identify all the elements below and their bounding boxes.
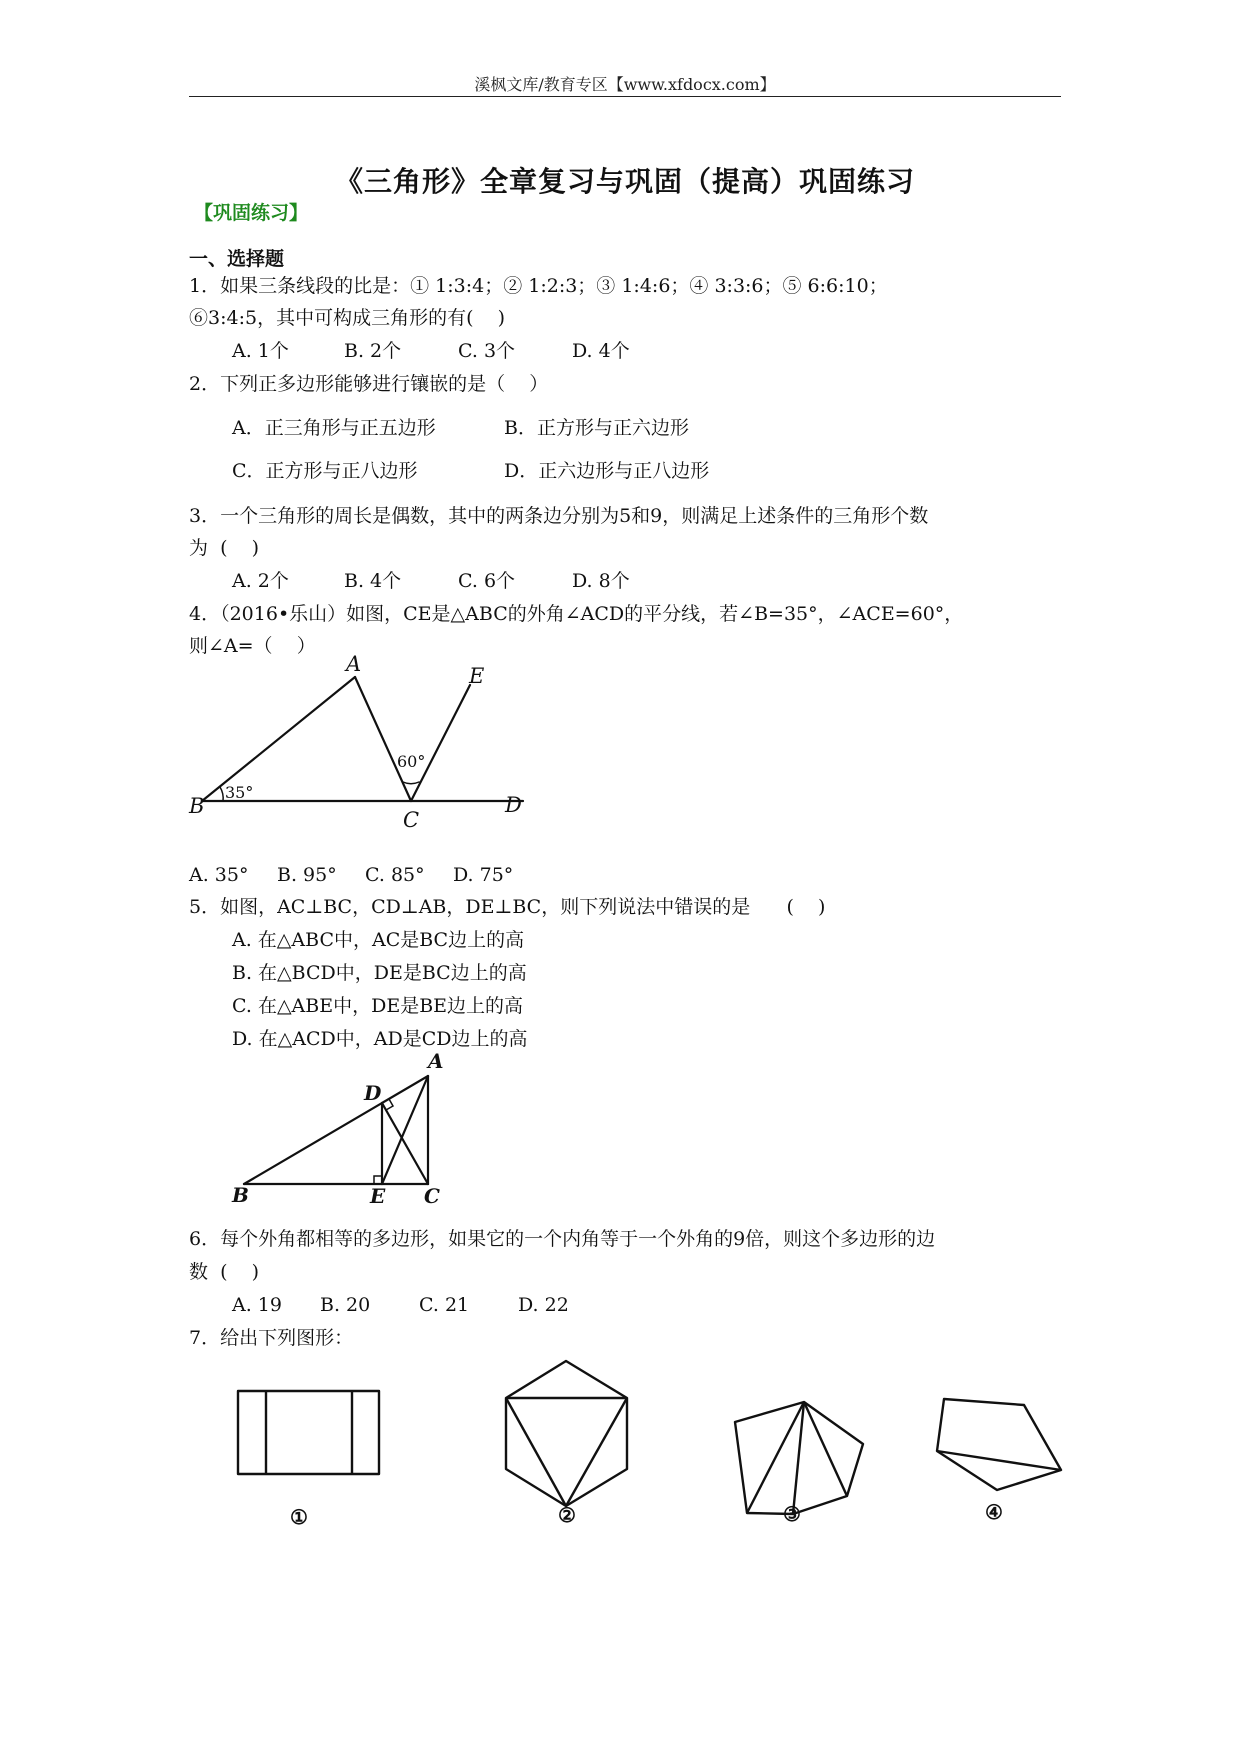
q1-option-d: D. 4个 [572, 340, 630, 362]
q4-angle-b-label: 35° [225, 783, 254, 802]
q4-option-b: B. 95° [277, 864, 337, 886]
q3-option-b: B. 4个 [344, 570, 402, 592]
q5-option-d: D. 在△ACD中，AD是CD边上的高 [232, 1028, 528, 1050]
q3-option-d: D. 8个 [572, 570, 630, 592]
q4-label-e: E [469, 664, 485, 688]
header-rule [189, 96, 1061, 97]
angle-b-arc [220, 787, 223, 801]
section-tag: 【巩固练习】 [194, 202, 309, 224]
page-header: 溪枫文库/教育专区【www.xfdocx.com】 [474, 75, 776, 94]
q6-option-c: C. 21 [419, 1294, 470, 1316]
q4-option-d: D. 75° [453, 864, 514, 886]
q6-option-d: D. 22 [518, 1294, 569, 1316]
q6-line-2: 数 ( ) [189, 1261, 260, 1283]
q5-label-c: C [424, 1184, 440, 1205]
q4-figure [185, 655, 535, 830]
q5-label-d: D [364, 1081, 382, 1105]
q4-label-d: D [505, 793, 522, 817]
q3-line-1: 3．一个三角形的周长是偶数，其中的两条边分别为5和9，则满足上述条件的三角形个数 [189, 505, 929, 527]
q5-option-b: B. 在△BCD中，DE是BC边上的高 [232, 962, 527, 984]
q2-option-b: B．正方形与正六边形 [504, 417, 689, 439]
ray-ce [411, 685, 470, 801]
segment-dc [382, 1103, 428, 1184]
q3-option-a: A. 2个 [232, 570, 289, 592]
q7-caption-4: ④ [985, 1500, 1003, 1524]
q4-option-a: A. 35° [189, 864, 249, 886]
q1-option-b: B. 2个 [344, 340, 402, 362]
q4-label-b: B [189, 794, 205, 818]
q7-figures [200, 1350, 1080, 1540]
q3-option-c: C. 6个 [458, 570, 516, 592]
q7-figure-1 [238, 1391, 379, 1474]
q4-label-c: C [403, 808, 420, 830]
q6-option-a: A. 19 [232, 1294, 282, 1316]
q3-line-2: 为 ( ) [189, 537, 260, 559]
q2-option-d: D．正六边形与正八边形 [504, 460, 710, 482]
q5-figure [228, 1050, 458, 1205]
q2-line-1: 2．下列正多边形能够进行镶嵌的是（ ） [189, 373, 549, 395]
q5-line-1: 5．如图，AC⊥BC，CD⊥AB，DE⊥BC，则下列说法中错误的是 ( ) [189, 896, 826, 918]
q2-option-c: C．正方形与正八边形 [232, 460, 418, 482]
q6-option-b: B. 20 [320, 1294, 371, 1316]
part-heading: 一、选择题 [189, 248, 285, 270]
q7-caption-1: ① [290, 1505, 308, 1529]
q4-line-1: 4．（2016•乐山）如图，CE是△ABC的外角∠ACD的平分线，若∠B=35°，∠ACE=60°， [189, 603, 964, 625]
q2-option-a: A．正三角形与正五边形 [232, 417, 436, 439]
q7-figure-3 [735, 1402, 863, 1514]
q4-option-c: C. 85° [365, 864, 425, 886]
q7-figure-4 [937, 1399, 1061, 1490]
angle-c-arc [403, 782, 419, 784]
q6-line-1: 6．每个外角都相等的多边形，如果它的一个内角等于一个外角的9倍，则这个多边形的边 [189, 1228, 936, 1250]
segment-ba [244, 1076, 428, 1184]
q1-line-1: 1．如果三条线段的比是：① 1:3:4；② 1:2:3；③ 1:4:6；④ 3:3:6；⑤ 6:6:10； [189, 275, 888, 297]
q4-line-2: 则∠A=（ ） [189, 635, 316, 657]
q7-caption-2: ② [558, 1503, 576, 1527]
q7-figure-2 [506, 1361, 627, 1506]
q5-option-a: A. 在△ABC中，AC是BC边上的高 [232, 929, 525, 951]
q5-label-b: B [232, 1183, 249, 1205]
q4-label-a: A [346, 655, 362, 676]
q7-line-1: 7．给出下列图形： [189, 1327, 354, 1349]
page-title: 《三角形》全章复习与巩固（提高）巩固练习 [334, 165, 915, 198]
q1-option-a: A. 1个 [232, 340, 289, 362]
right-angle-e [374, 1176, 382, 1184]
q5-label-a: A [428, 1050, 444, 1073]
q1-line-2: ⑥3:4:5，其中可构成三角形的有( ) [189, 307, 506, 329]
q1-option-c: C. 3个 [458, 340, 516, 362]
q5-label-e: E [370, 1184, 386, 1205]
q5-option-c: C. 在△ABE中，DE是BE边上的高 [232, 995, 524, 1017]
q4-angle-c-label: 60° [397, 752, 426, 771]
segment-ea [382, 1076, 428, 1184]
q7-caption-3: ③ [783, 1502, 801, 1526]
